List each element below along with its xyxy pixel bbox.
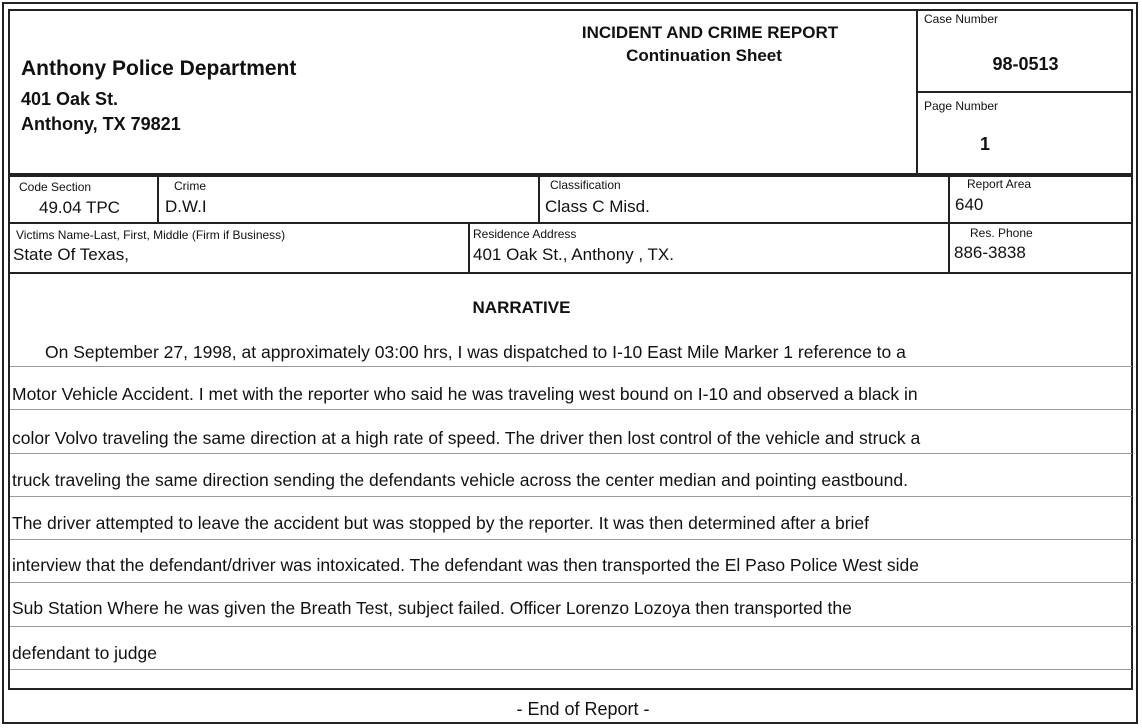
row1-divider-3	[948, 175, 950, 224]
narrative-line: interview that the defendant/driver was intoxicated. The defendant was then transported the El Paso Police West side	[12, 555, 919, 575]
ruled-line	[10, 582, 1132, 583]
row2-divider-1	[468, 222, 470, 274]
row1-divider-1	[157, 175, 159, 224]
narrative-heading: NARRATIVE	[472, 298, 571, 317]
report-area-value: 640	[955, 195, 984, 214]
res-phone-label: Res. Phone	[970, 226, 1033, 240]
end-of-report: - End of Report -	[516, 699, 650, 719]
narrative-line: Motor Vehicle Accident. I met with the reporter who said he was traveling west bound on I-10 and observed a black in	[12, 384, 918, 404]
ruled-line	[10, 669, 1132, 670]
classification-value: Class C Misd.	[545, 197, 650, 216]
case-number: 98-0513	[992, 54, 1059, 74]
ruled-line	[10, 539, 1132, 540]
report-area-label: Report Area	[967, 177, 1032, 191]
row2-divider-2	[948, 222, 950, 274]
narrative-line: defendant to judge	[12, 643, 157, 663]
ruled-line	[10, 626, 1132, 627]
report-title: INCIDENT AND CRIME REPORT	[581, 23, 839, 42]
report-subtitle: Continuation Sheet	[626, 46, 782, 65]
crime-value: D.W.I	[165, 197, 207, 216]
page-number: 1	[979, 134, 990, 154]
ruled-line	[10, 409, 1132, 410]
case-number-label: Case Number	[924, 12, 999, 26]
narrative-line: truck traveling the same direction sending the defendants vehicle across the center median and pointing eastbound.	[12, 470, 908, 490]
department-street: 401 Oak St.	[21, 89, 119, 109]
page-number-label: Page Number	[924, 99, 999, 113]
ruled-line	[10, 453, 1132, 454]
narrative-line: On September 27, 1998, at approximately 03:00 hrs, I was dispatched to I-10 East Mile Marker 1 reference to a	[45, 342, 906, 362]
narrative-line: The driver attempted to leave the accident but was stopped by the reporter. It was then determined after a brief	[12, 513, 870, 533]
crime-label: Crime	[174, 179, 206, 193]
department-city: Anthony, TX 79821	[21, 114, 181, 134]
victim-name-label: Victims Name-Last, First, Middle (Firm if Business)	[16, 228, 286, 242]
res-phone-value: 886-3838	[954, 243, 1026, 262]
code-section-value: 49.04 TPC	[39, 198, 120, 217]
code-section-label: Code Section	[19, 180, 92, 194]
residence-address-value: 401 Oak St., Anthony , TX.	[473, 245, 674, 264]
victim-name-value: State Of Texas,	[13, 245, 129, 264]
narrative-line: color Volvo traveling the same direction at a high rate of speed. The driver then lost control of the vehicle and struck a	[12, 428, 921, 448]
classification-label: Classification	[550, 178, 621, 192]
department-name: Anthony Police Department	[21, 57, 297, 80]
row1-divider-2	[538, 175, 540, 224]
case-page-divider	[916, 91, 1133, 93]
ruled-line	[10, 366, 1132, 367]
narrative-line: Sub Station Where he was given the Breath Test, subject failed. Officer Lorenzo Lozoya then transported the	[12, 598, 852, 618]
ruled-line	[10, 496, 1132, 497]
residence-address-label: Residence Address	[473, 227, 577, 241]
